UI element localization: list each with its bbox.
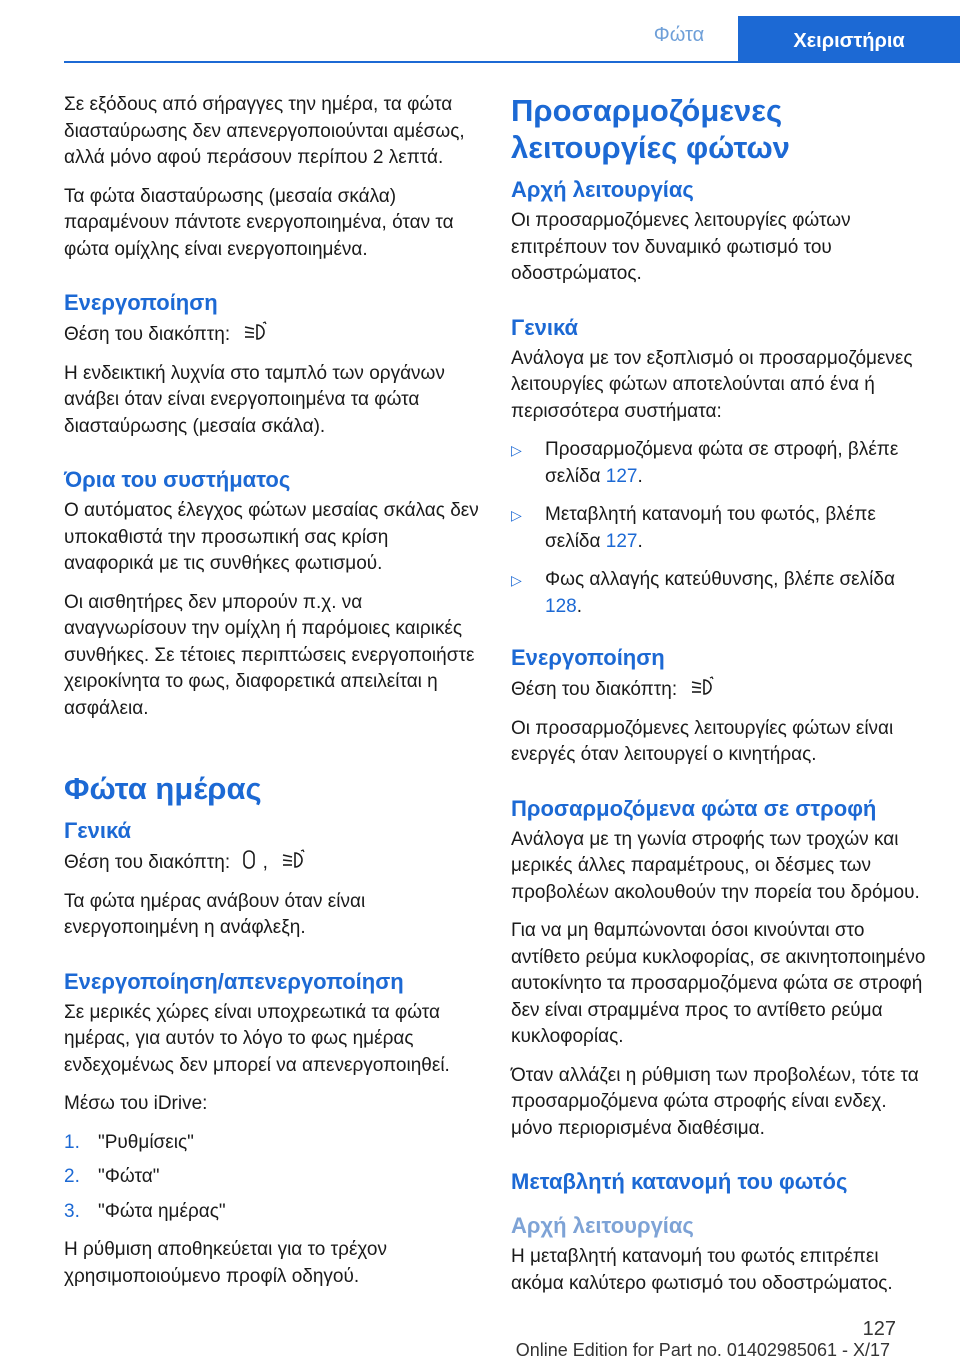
- page-link[interactable]: 128: [545, 595, 577, 617]
- heading-activation: Ενεργοποίηση: [511, 645, 665, 670]
- page-header: [0, 0, 960, 62]
- page-link[interactable]: 127: [605, 530, 638, 552]
- paragraph: Οι προσαρμοζόμενες λειτουργίες φώτων είναι ενεργές όταν λειτουργεί ο κινητήρας.: [511, 717, 894, 765]
- paragraph: Τα φώτα διασταύρωσης (μεσαία σκάλα) παραμένουν πάντοτε ενεργοποιημένα, όταν τα φώτα ομίχλης είναι ενεργοποιημένα.: [64, 185, 454, 260]
- heading-adaptive-lights: Προσαρμοζόμενες λειτουργίες φώτων: [511, 93, 790, 165]
- paragraph: Τα φώτα ημέρας ανάβουν όταν είναι ενεργοποιημένη η ανάφλεξη.: [64, 890, 366, 938]
- heading-general: Γενικά: [64, 818, 132, 843]
- paragraph: Οι προσαρμοζόμενες λειτουργίες φώτων επιτρέπουν τον δυναμικό φωτισμό του οδοστρώματος.: [511, 210, 851, 284]
- right-column: [511, 92, 929, 1309]
- switch-position-line: Θέση του διακόπτη:: [511, 676, 929, 704]
- paragraph: Για να μη θαμπώνονται όσοι κινούνται στο αντίθετο ρεύμα κυκλοφορίας, σε ακινητοποιημένο αυτοκίνητο τα προσαρμοζόμενα φώτα σε στροφή δεν είναι στραμμένα προς το αντίθετο ρεύμα κυκλοφορίας.: [511, 920, 926, 1047]
- list-item: 2. "Φώτα": [64, 1166, 160, 1187]
- paragraph: Ανάλογα με τον εξοπλισμό οι προσαρμοζόμενες λειτουργίες φώτων αποτελούνται από ένα ή περισσότερα συστήματα:: [511, 347, 913, 422]
- paragraph: Η μεταβλητή κατανομή του φωτός επιτρέπει ακόμα καλύτερο φωτισμό του οδοστρώματος.: [511, 1246, 893, 1294]
- heading-activation: Ενεργοποίηση: [64, 290, 218, 315]
- paragraph: Σε εξόδους από σήραγγες την ημέρα, τα φώτα διασταύρωσης δεν απενεργοποιούνται αμέσως, αλλά μόνο αφού περάσουν περίπου 2 λεπτά.: [64, 94, 465, 168]
- heading-on-off: Ενεργοποίηση/απενεργοποίηση: [64, 968, 404, 994]
- left-column: [64, 92, 482, 1302]
- heading-cornering-lights: Προσαρμοζόμενα φώτα σε στροφή: [511, 795, 877, 821]
- heading-principle: Αρχή λειτουργίας: [511, 177, 694, 202]
- paragraph: Οι αισθητήρες δεν μπορούν π.χ. να αναγνωρίσουν την ομίχλη ή παρόμοιες καιρικές συνθήκες. Σε τέτοιες περιπτώσεις ενεργοποιήστε χειροκίνητα το φως, διαφορετικά απειλείται η ασφάλεια.: [64, 591, 475, 719]
- paragraph: Η ενδεικτική λυχνία στο ταμπλό των οργάνων ανάβει όταν είναι ενεργοποιημένα τα φώτα διασταύρωσης (μεσαία σκάλα).: [64, 362, 445, 437]
- idrive-steps: [64, 1130, 482, 1226]
- heading-general: Γενικά: [511, 314, 579, 340]
- list-item: 1. "Ρυθμίσεις": [64, 1131, 194, 1153]
- paragraph: Η ρύθμιση αποθηκεύεται για το τρέχον χρησιμοποιούμενο προφίλ οδηγού.: [64, 1239, 387, 1287]
- header-rule: [64, 61, 960, 63]
- list-item: ▷ Μεταβλητή κατανομή του φωτός, βλέπε σελίδα 127.: [511, 504, 876, 552]
- header-section: Φώτα: [653, 24, 705, 46]
- switch-position-line: Θέση του διακόπτη:: [64, 321, 482, 349]
- switch-off-icon: [241, 849, 257, 871]
- heading-system-limits: Όρια του συστήματος: [64, 467, 291, 492]
- list-item: ▷ Φως αλλαγής κατεύθυνσης, βλέπε σελίδα 128.: [511, 569, 895, 617]
- auto-headlight-icon: [279, 849, 309, 871]
- heading-variable-light: Μεταβλητή κατανομή του φωτός: [511, 1169, 848, 1194]
- list-item: 3. "Φώτα ημέρας": [64, 1200, 226, 1222]
- paragraph: Όταν αλλάζει η ρύθμιση των προβολέων, τότε τα προσαρμοζόμενα φώτα στροφής είναι ενδεχ. μόνο περιορισμένα διαθέσιμα.: [511, 1064, 919, 1139]
- heading-daylights: Φώτα ημέρας: [64, 771, 262, 806]
- systems-list: [511, 437, 929, 620]
- edition-note: Online Edition for Part no. 01402985061 - X/17: [515, 1340, 890, 1360]
- page-number: 127: [862, 1318, 896, 1340]
- header-chapter: Χειριστήρια: [738, 16, 960, 62]
- page-link[interactable]: 127: [605, 465, 638, 487]
- switch-position-line: Θέση του διακόπτη: ,: [64, 849, 482, 877]
- paragraph: Σε μερικές χώρες είναι υποχρεωτικά τα φώτα ημέρας, για αυτόν το λόγο το φως ημέρας ενδεχομένως δεν μπορεί να απενεργοποιηθεί.: [64, 1001, 450, 1076]
- heading-principle: Αρχή λειτουργίας: [511, 1213, 694, 1238]
- auto-headlight-icon: [241, 321, 271, 343]
- auto-headlight-icon: [688, 676, 718, 698]
- list-item: ▷ Προσαρμοζόμενα φώτα σε στροφή, βλέπε σελίδα 127.: [511, 439, 899, 487]
- paragraph: Ο αυτόματος έλεγχος φώτων μεσαίας σκάλας δεν υποκαθιστά την προσωπική σας κρίση αναφορικά με τις συνθήκες φωτισμού.: [64, 500, 479, 574]
- paragraph: Μέσω του iDrive:: [64, 1093, 208, 1114]
- paragraph: Ανάλογα με τη γωνία στροφής των τροχών και μερικές άλλες παραμέτρους, οι δέσμες των προβολέων ακολουθούν την πορεία του δρόμου.: [511, 828, 920, 903]
